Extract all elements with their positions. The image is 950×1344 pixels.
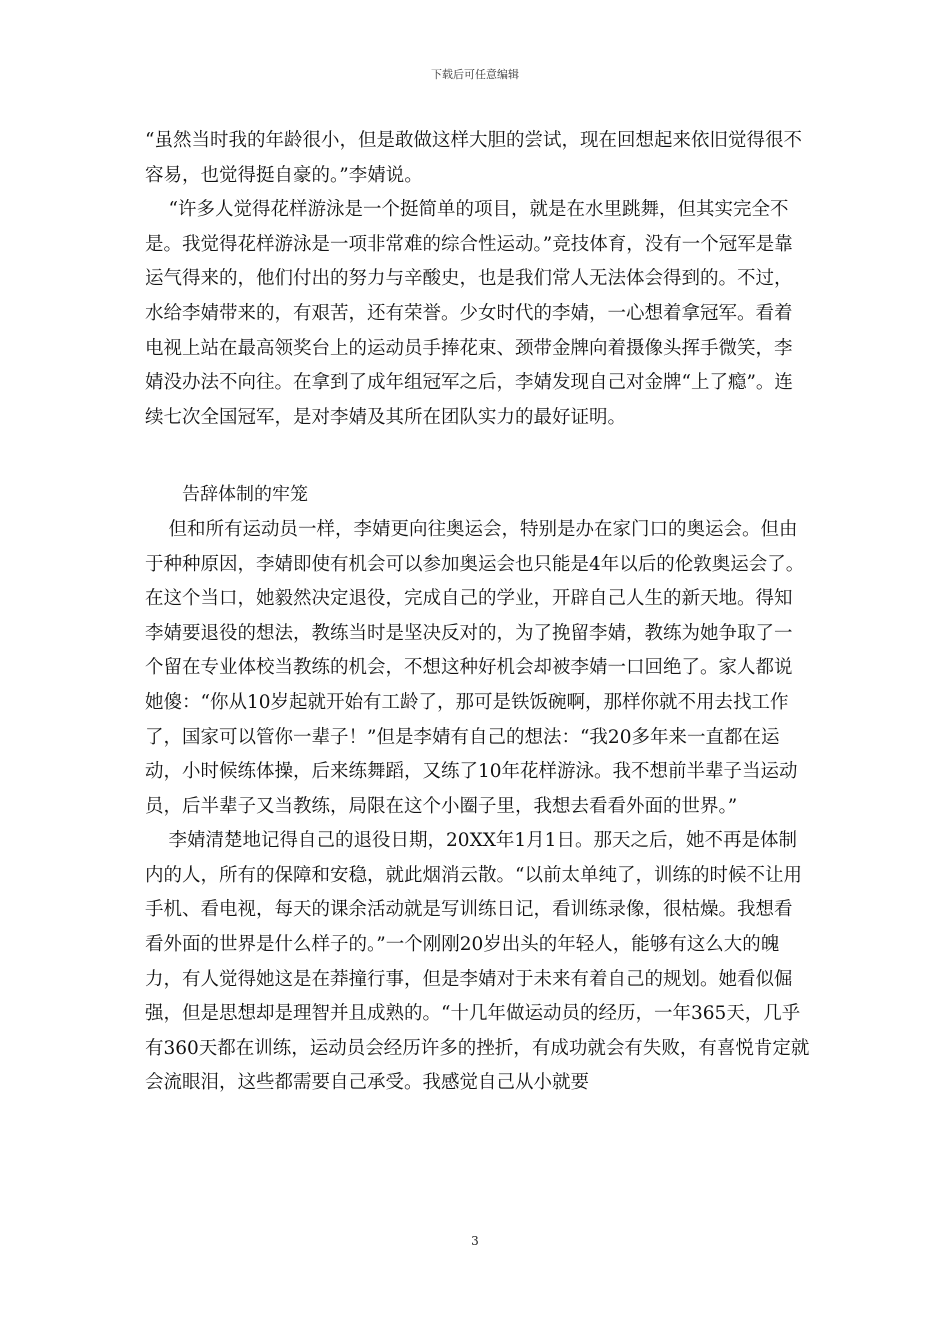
- document-body: [145, 124, 810, 1101]
- paragraph: 但和所有运动员一样，李婧更向往奥运会，特别是办在家门口的奥运会。但由于种种原因，李婧即使有机会可以参加奥运会也只能是4年以后的伦敦奥运会了。在这个当口，她毅然决定退役，完成自己的学业，开辟自己人生的新天地。得知李婧要退役的想法，教练当时是坚决反对的，为了挽留李婧，教练为她争取了一个留在专业体校当教练的机会，不想这种好机会却被李婧一口回绝了。家人都说她傻：“你从10岁起就开始有工龄了，那可是铁饭碗啊，那样你就不用去找工作了，国家可以管你一辈子！”但是李婧有自己的想法：“我20多年来一直都在运动，小时候练体操，后来练舞蹈，又练了10年花样游泳。我不想前半辈子当运动员，后半辈子又当教练，局限在这个小圈子里，我想去看看外面的世界。”: [145, 518, 805, 817]
- page-header: 下载后可任意编辑: [431, 68, 519, 81]
- paragraph: “许多人觉得花样游泳是一个挺简单的项目，就是在水里跳舞，但其实完全不是。我觉得花样游泳是一项非常难的综合性运动。”竞技体育，没有一个冠军是靠运气得来的，他们付出的努力与辛酸史，也是我们常人无法体会得到的。不过，水给李婧带来的，有艰苦，还有荣誉。少女时代的李婧，一心想着拿冠军。看着电视上站在最高领奖台上的运动员手捧花束、颈带金牌向着摄像头挥手微笑，李婧没办法不向往。在拿到了成年组冠军之后，李婧发现自己对金牌“上了瘾”。连续七次全国冠军，是对李婧及其所在团队实力的最好证明。: [145, 199, 793, 428]
- page-number: 3: [471, 1234, 479, 1248]
- paragraph: 李婧清楚地记得自己的退役日期，20XX年1月1日。那天之后，她不再是体制内的人，所有的保障和安稳，就此烟消云散。“以前太单纯了，训练的时候不让用手机、看电视，每天的课余活动就是写训练日记，看训练录像，很枯燥。我想看看外面的世界是什么样子的。”一个刚刚20岁出头的年轻人，能够有这么大的魄力，有人觉得她这是在莽撞行事，但是李婧对于未来有着自己的规划。她看似倔强，但是思想却是理智并且成熟的。“十几年做运动员的经历，一年365天，几乎有360天都在训练，运动员会经历许多的挫折，有成功就会有失败，有喜悦肯定就会流眼泪，这些都需要自己承受。我感觉自己从小就要: [145, 830, 810, 1094]
- paragraph: “虽然当时我的年龄很小，但是敢做这样大胆的尝试，现在回想起来依旧觉得很不容易，也觉得挺自豪的。”李婧说。: [145, 130, 802, 186]
- section-heading: 告辞体制的牢笼: [182, 484, 308, 506]
